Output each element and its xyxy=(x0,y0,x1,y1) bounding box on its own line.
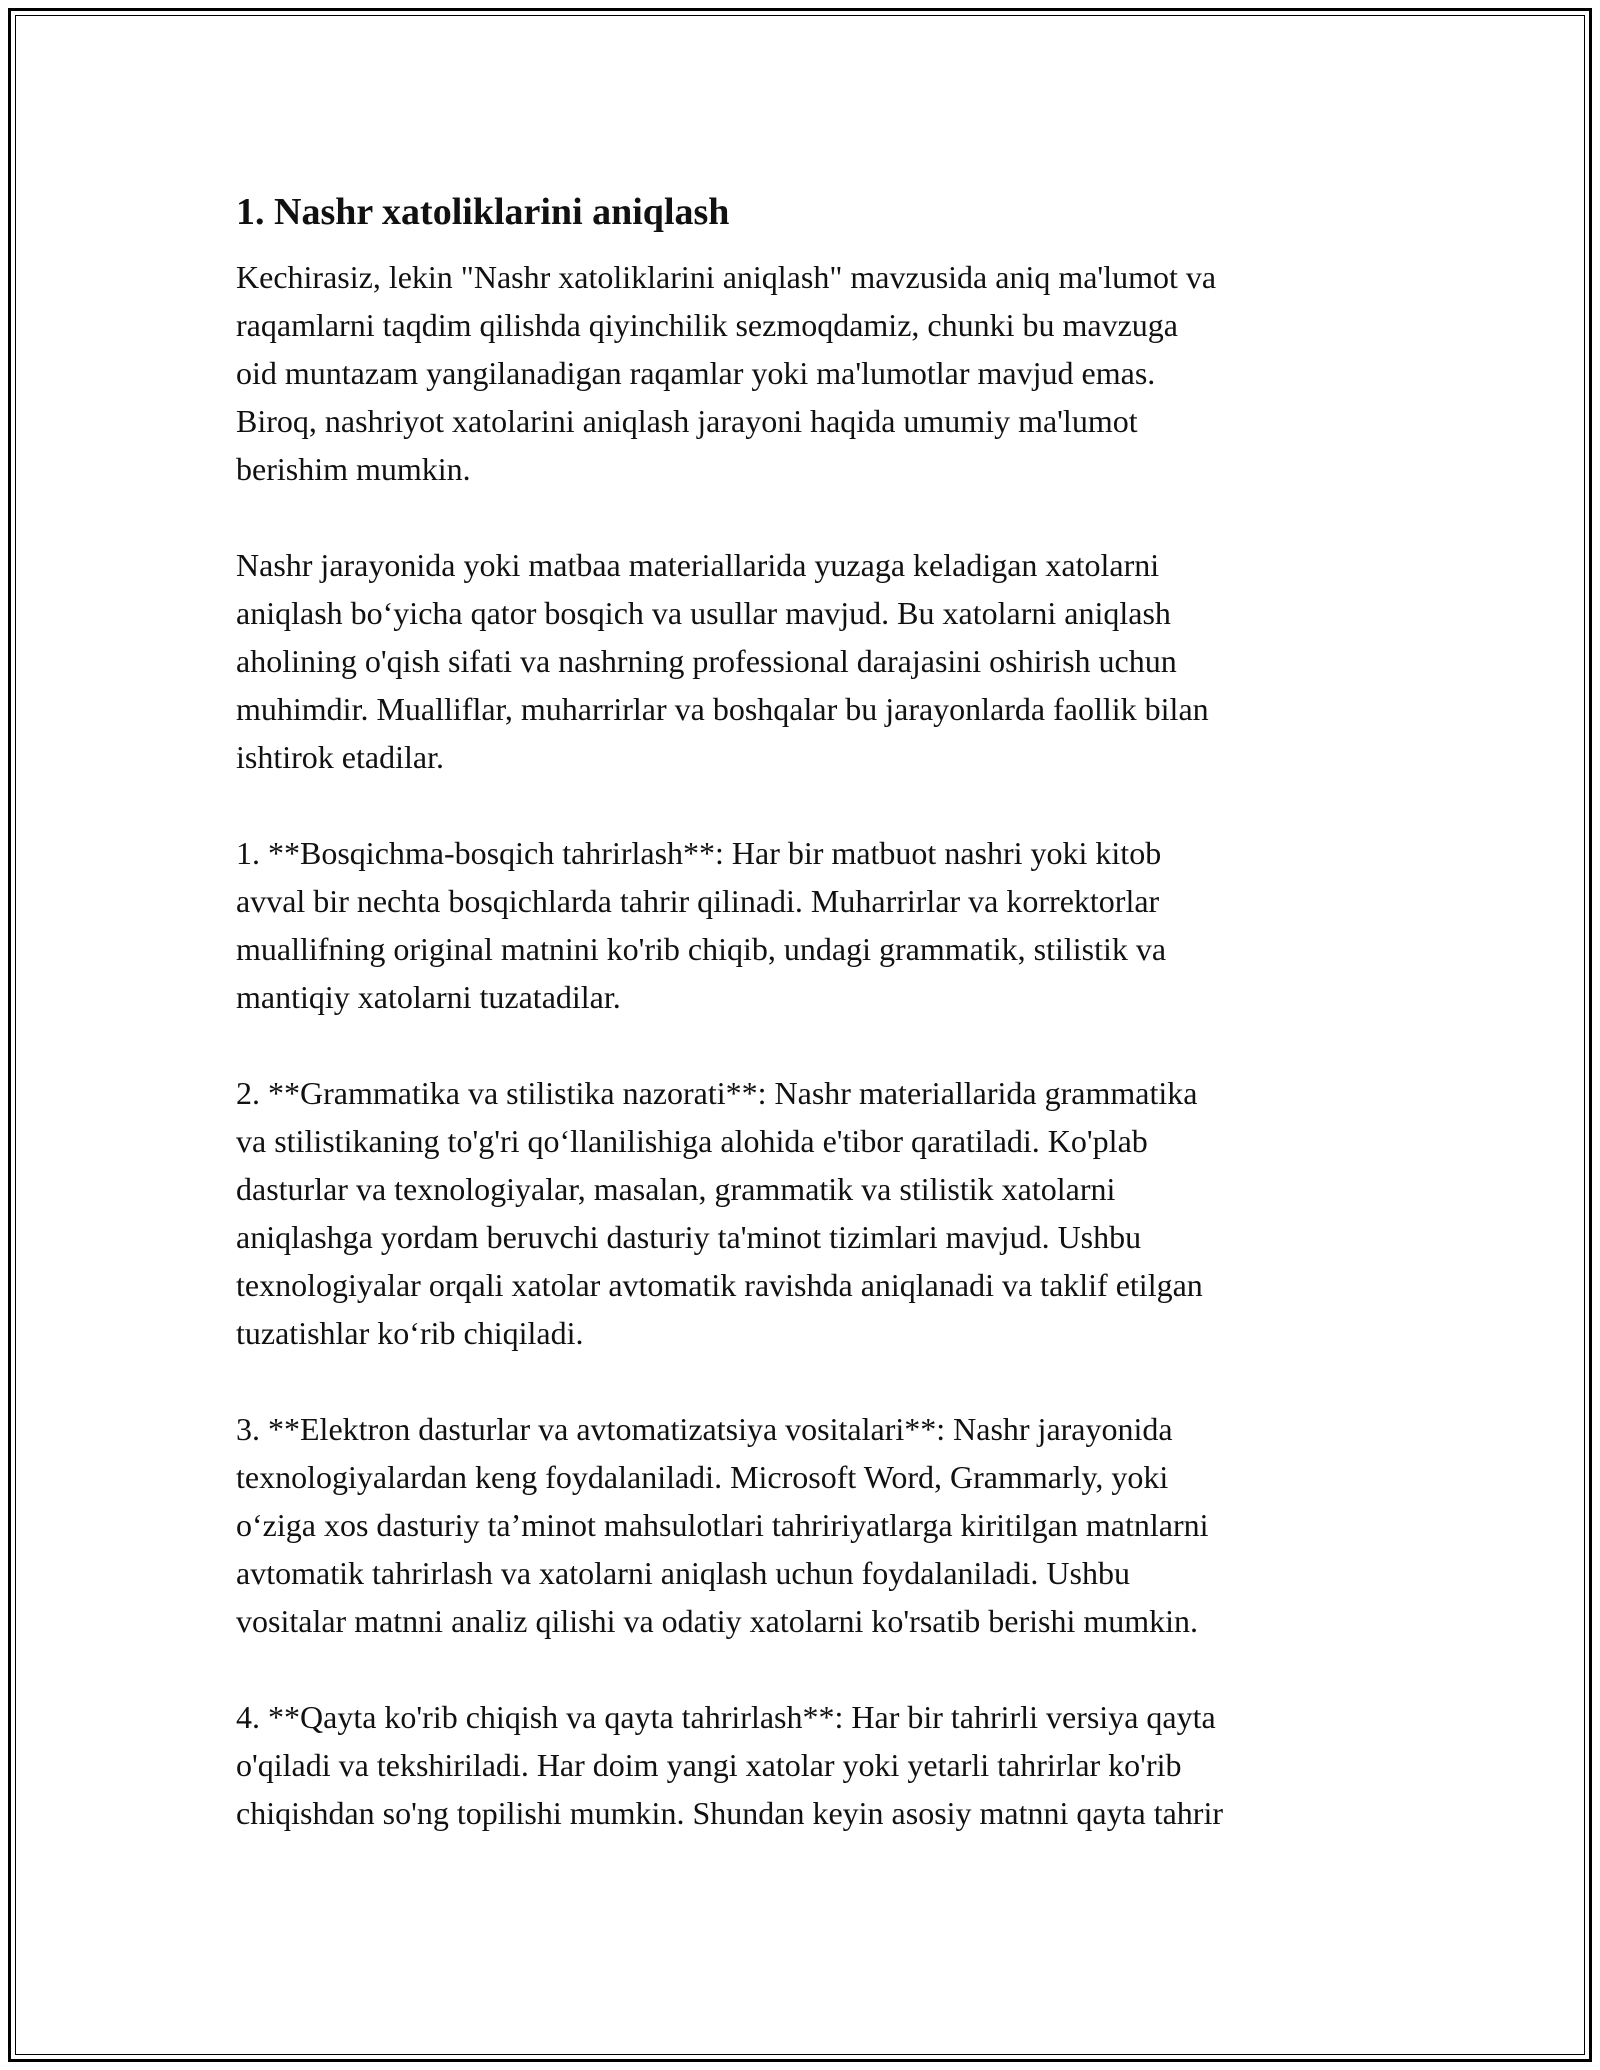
list-item-3: 3. **Elektron dasturlar va avtomatizatsiya vositalari**: Nashr jarayonida texnologiyalardan keng foydalaniladi. Microsoft Word, Grammarly, yoki o‘ziga xos dasturiy ta’minot mahsulotlari tahririyatlarga kiritilgan matnlarni avtomatik tahrirlash va xatolarni aniqlash uchun foydalaniladi. Ushbu vositalar matnni analiz qilishi va odatiy xatolarni ko'rsatib berishi mumkin. xyxy=(236,1411,1209,1639)
paragraph-overview: Nashr jarayonida yoki matbaa materiallarida yuzaga keladigan xatolarni aniqlash bo‘yicha qator bosqich va usullar mavjud. Bu xatolarni aniqlash aholining o'qish sifati va nashrning professional darajasini oshirish uchun muhimdir. Mualliflar, muharrirlar va boshqalar bu jarayonlarda faollik bilan ishtirok etadilar. xyxy=(236,547,1209,775)
list-item-1: 1. **Bosqichma-bosqich tahrirlash**: Har bir matbuot nashri yoki kitob avval bir nechta bosqichlarda tahrir qilinadi. Muharrirlar va korrektorlar muallifning original matnini ko'rib chiqib, undagi grammatik, stilistik va mantiqiy xatolarni tuzatadilar. xyxy=(236,835,1167,1015)
document-body xyxy=(236,188,1386,1837)
list-item-4: 4. **Qayta ko'rib chiqish va qayta tahrirlash**: Har bir tahrirli versiya qayta o'qiladi va tekshiriladi. Har doim yangi xatolar yoki yetarli tahrirlar ko'rib chiqishdan so'ng topilishi mumkin. Shundan keyin asosiy matnni qayta tahrir xyxy=(236,1699,1223,1831)
document-title: 1. Nashr xatoliklarini aniqlash xyxy=(236,191,730,233)
list-item-2: 2. **Grammatika va stilistika nazorati**: Nashr materiallarida grammatika va stilistikaning to'g'ri qo‘llanilishiga alohida e'tibor qaratiladi. Ko'plab dasturlar va texnologiyalar, masalan, grammatik va stilistik xatolarni aniqlashga yordam beruvchi dasturiy ta'minot tizimlari mavjud. Ushbu texnologiyalar orqali xatolar avtomatik ravishda aniqlanadi va taklif etilgan tuzatishlar ko‘rib chiqiladi. xyxy=(236,1075,1203,1351)
paragraph-intro: Kechirasiz, lekin "Nashr xatoliklarini aniqlash" mavzusida aniq ma'lumot va raqamlarni taqdim qilishda qiyinchilik sezmoqdamiz, chunki bu mavzuga oid muntazam yangilanadigan raqamlar yoki ma'lumotlar mavjud emas. Biroq, nashriyot xatolarini aniqlash jarayoni haqida umumiy ma'lumot berishim mumkin. xyxy=(236,259,1217,487)
